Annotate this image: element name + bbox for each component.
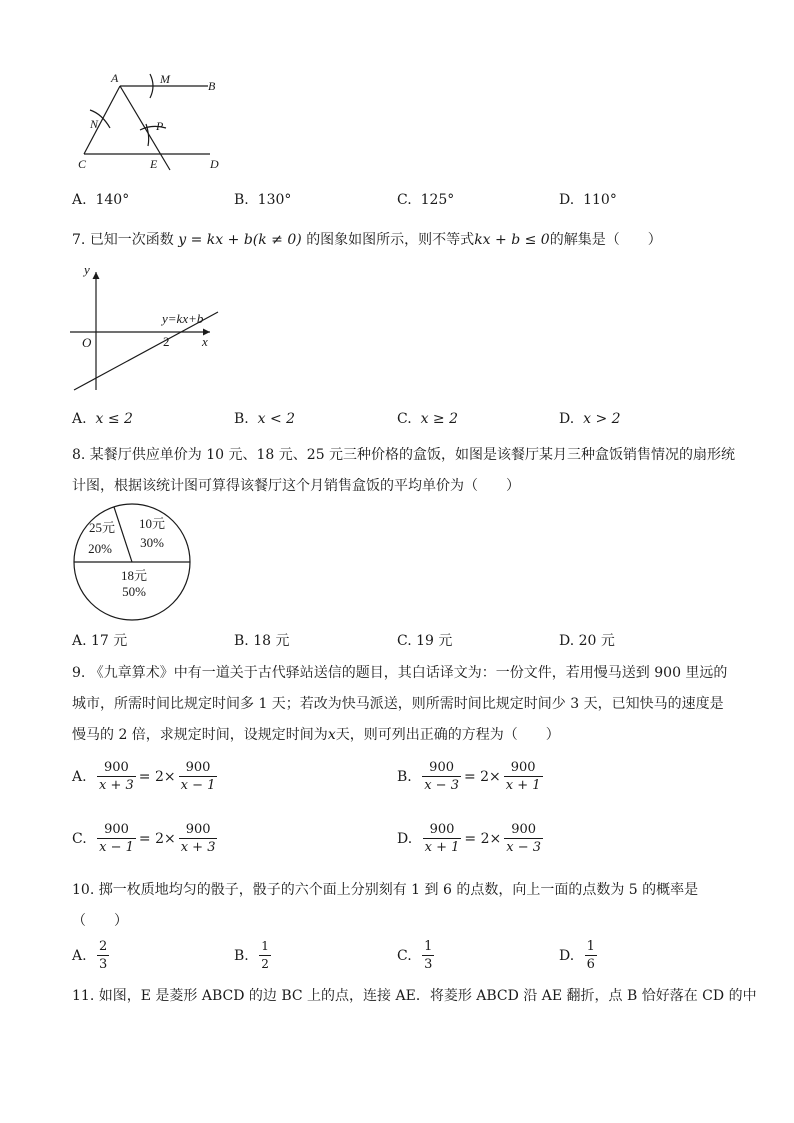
slice-10-label: 10元 — [138, 516, 166, 531]
y-axis-label: y — [84, 262, 90, 277]
q8-stem-line2: 计图，根据该统计图可算得该餐厅这个月销售盒饭的平均单价为（ ） — [72, 478, 520, 494]
q6-option-d[interactable]: D. 110° — [559, 192, 617, 208]
q10-stem-line1: 10. 掷一枚质地均匀的骰子，骰子的六个面上分别刻有 1 到 6 的点数，向上一面的点数为 5 的概率是 — [72, 882, 699, 898]
q6-geometry-figure — [70, 70, 240, 180]
label-B: B — [208, 79, 216, 93]
q10-option-a[interactable]: A. $\frac{2}{3}$ — [72, 939, 108, 972]
q7-option-d[interactable]: D. x > 2 — [559, 411, 621, 427]
q9-option-c[interactable]: C. $\frac{900}{x - 1}$ = 2× $\frac{900}{x + 3}$ — [72, 822, 216, 855]
q7-stem: 7. 已知一次函数 y = kx + b(k ≠ 0) 的图象如图所示，则不等式kx + b ≤ 0的解集是（ ） — [72, 232, 662, 248]
x-axis-label: x — [202, 334, 208, 349]
q8-option-c[interactable]: C. 19 元 — [397, 633, 453, 649]
label-P: P — [156, 119, 164, 133]
q6-option-a[interactable]: A. 140° — [72, 192, 130, 208]
q9-stem-line3: 慢马的 2 倍，求规定时间，设规定时间为x天，则可列出正确的方程为（ ） — [72, 727, 560, 743]
q8-option-a[interactable]: A. 17 元 — [72, 633, 128, 649]
q8-option-d[interactable]: D. 20 元 — [559, 633, 615, 649]
q10-option-b[interactable]: B. $\frac{1}{2}$ — [234, 939, 269, 971]
slice-25-label: 25元 — [88, 520, 116, 535]
slice-18-label: 18元 — [120, 568, 148, 583]
q8-pie-chart — [70, 502, 196, 622]
label-E: E — [150, 157, 158, 171]
slice-25-percent: 20% — [88, 541, 112, 556]
q7-option-b[interactable]: B. x < 2 — [234, 411, 296, 427]
q9-option-a[interactable]: A. $\frac{900}{x + 3}$ = 2× $\frac{900}{x - 1}$ — [72, 760, 216, 793]
label-D: D — [210, 157, 219, 171]
slice-10-percent: 30% — [140, 535, 164, 550]
q9-stem-line1: 9. 《九章算术》中有一道关于古代驿站送信的题目，其白话译文为：一份文件，若用慢马送到 900 里远的 — [72, 665, 728, 681]
slice-18-percent: 50% — [122, 584, 146, 599]
q9-option-b[interactable]: B. $\frac{900}{x - 3}$ = 2× $\frac{900}{x + 1}$ — [397, 760, 541, 793]
label-C: C — [78, 157, 87, 171]
q7-linear-graph — [70, 260, 230, 400]
q8-option-b[interactable]: B. 18 元 — [234, 633, 290, 649]
intercept-label: 2 — [163, 334, 170, 349]
q8-stem-line1: 8. 某餐厅供应单价为 10 元、18 元、25 元三种价格的盒饭，如图是该餐厅某月三种盒饭销售情况的扇形统 — [72, 447, 736, 463]
label-N: N — [90, 117, 99, 131]
q6-option-c[interactable]: C. 125° — [397, 192, 455, 208]
q9-stem-line2: 城市，所需时间比规定时间多 1 天；若改为快马派送，则所需时间比规定时间少 3 天，已知快马的速度是 — [72, 696, 724, 712]
q10-option-d[interactable]: D. $\frac{1}{6}$ — [559, 939, 595, 972]
origin-label: O — [82, 335, 92, 350]
q7-option-a[interactable]: A. x ≤ 2 — [72, 411, 133, 427]
q6-option-b[interactable]: B. 130° — [234, 192, 292, 208]
line-label: y=kx+b — [162, 311, 204, 326]
q9-option-d[interactable]: D. $\frac{900}{x + 1}$ = 2× $\frac{900}{x - 3}$ — [397, 822, 541, 855]
q7-option-c[interactable]: C. x ≥ 2 — [397, 411, 459, 427]
label-A: A — [111, 71, 119, 85]
q11-stem-line1: 11. 如图，E 是菱形 ABCD 的边 BC 上的点，连接 AE．将菱形 ABCD 沿 AE 翻折，点 B 恰好落在 CD 的中 — [72, 988, 757, 1004]
q10-option-c[interactable]: C. $\frac{1}{3}$ — [397, 939, 433, 972]
q10-stem-line2: （ ） — [72, 913, 128, 929]
label-M: M — [160, 72, 170, 86]
